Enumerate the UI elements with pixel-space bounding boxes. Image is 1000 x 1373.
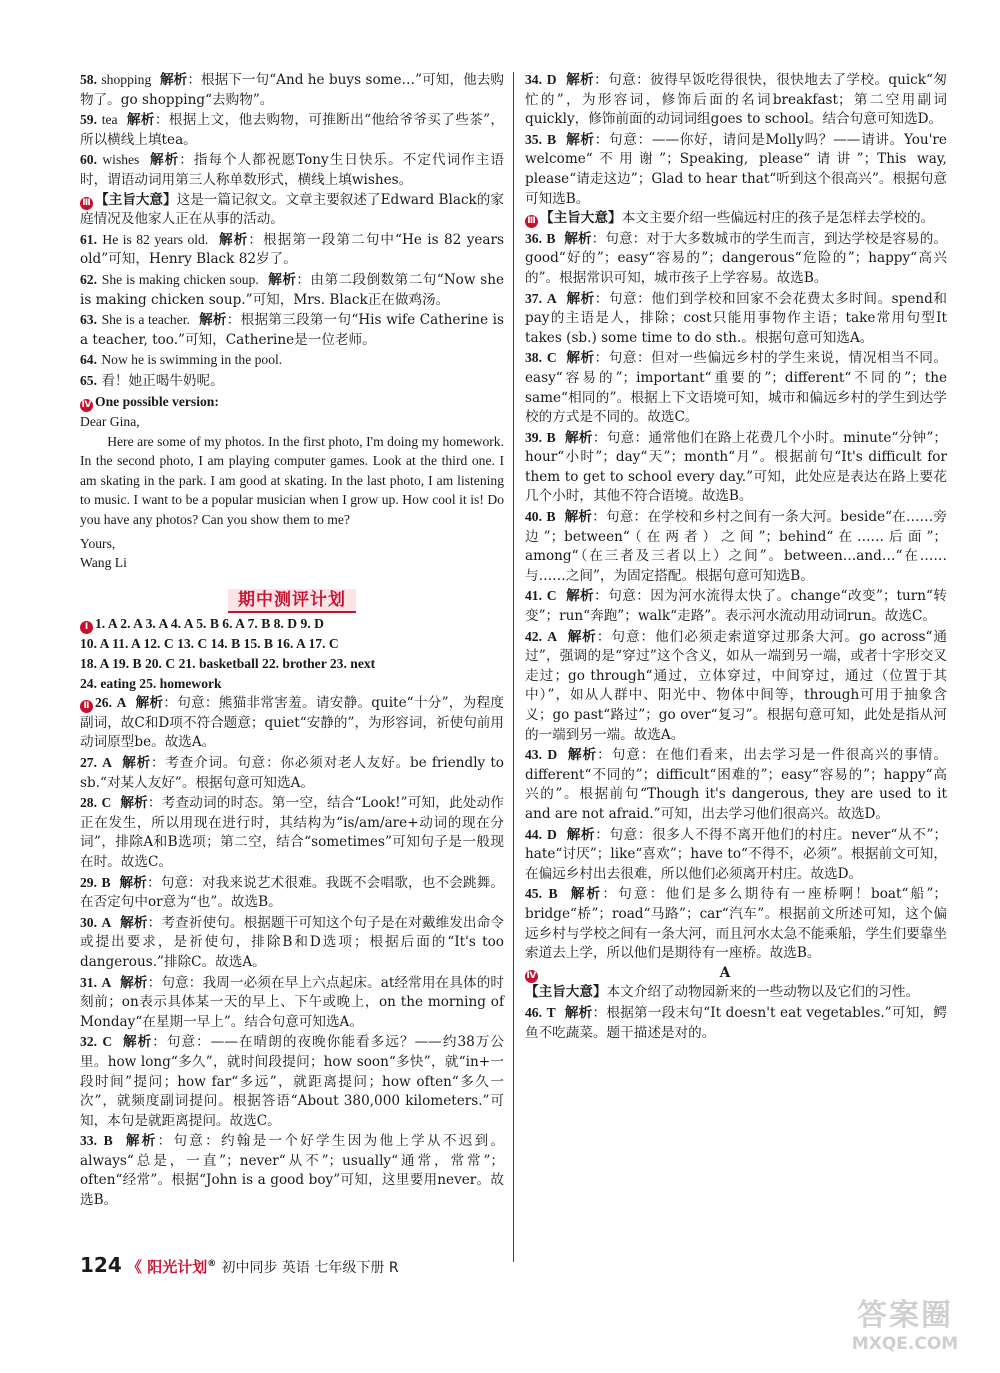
- page-number: 124: [80, 1253, 122, 1277]
- chevron-left-icon: 《: [126, 1258, 142, 1276]
- answer-36: 36. B 解析：句意：对于大多数城市的学生而言，到达学校是容易的。good“好的”；easy“容易的”；dangerous“危险的”；happy“高兴的”。根据常识可知，城市孩子上学容易。故选B。: [525, 230, 947, 286]
- registered-mark: ®: [207, 1259, 217, 1269]
- quick-answers: [80, 614, 504, 693]
- answer-63: 63. She is a teacher. 解析：根据第三段第一句“His wife Catherine is a teacher, too.”可知，Catherine是一位老师。: [80, 312, 505, 348]
- answer-62: 62. She is making chicken soup. 解析：由第二段倒数第二句“Now she is making chicken soup.”可知，Mrs. Black正在做鸡汤。: [80, 271, 505, 308]
- section-marker-icon: Ⅲ: [525, 215, 538, 228]
- answer-26: Ⅱ 26. A 解析：句意：熊猫非常害羞。请安静。quite“十分”，为程度副词，故C和D项不符合题意；quiet“安静的”，为形容词，祈使句前用动词原型be。故选A。: [80, 695, 504, 751]
- answer-64: 64. Now he is swimming in the pool.: [80, 352, 283, 368]
- letter-body: Here are some of my photos. In the first photo, I'm doing my homework. In the second photo, I am playing computer games. Look at the third one. I am skating in the park. I am good at skating. In the last photo, I am listening to music. I want to be a popular musician when I grow up. How cool it is! Do you have any photos? Can you show them to me?: [80, 433, 504, 528]
- answer-61: 61. He is 82 years old. 解析：根据第一段第二句中“He is 82 years old”可知，Henry Black 82岁了。: [80, 231, 504, 268]
- answer-37: 37. A 解析：句意：他们到学校和回家不会花费太多时间。spend和pay的主语是人，排除；cost只能用事物作主语；take常用句型It takes (sb.) some time to do sth.。根据句意可知选A。: [525, 290, 947, 346]
- quick-answer-line: 24. eating 25. homework: [80, 675, 222, 691]
- watermark-text: 答案圈: [857, 1298, 953, 1333]
- brand-name: 阳光计划: [147, 1258, 208, 1276]
- main-idea-section-3: Ⅲ 【主旨大意】这是一篇记叙文。文章主要叙述了Edward Black的家庭情况及他家人正在从事的活动。: [80, 191, 504, 228]
- main-idea-section-3: Ⅲ 【主旨大意】本文主要介绍一些偏远村庄的孩子是怎样去学校的。: [525, 209, 947, 229]
- answer-46: 46. T 解析：根据第一段末句“It doesn't eat vegetables.”可知，鳄鱼不吃蔬菜。题干描述是对的。: [525, 1004, 947, 1041]
- answer-27: 27. A 解析：考查介词。句意：你必须对老人友好。be friendly to sb.“对某人友好”。根据句意可知选A。: [80, 755, 504, 791]
- answer-43: 43. D 解析：句意：在他们看来，出去学习是一件很高兴的事情。different“不同的”；difficult“困难的”；easy“容易的”；happy“高兴的”。根据前句“Though it's dangerous, they are used to it and are not afraid.”可知，出去学习他们很高兴。故选D。: [525, 747, 948, 822]
- answer-31: 31. A 解析：句意：我周一必须在早上六点起床。at经常用在具体的时刻前；on表示具体某一天的早上、下午或晚上，on the morning of Monday“在星期一早上”。结合句意可知选A。: [80, 974, 505, 1030]
- section-marker-icon: Ⅳ: [81, 399, 92, 410]
- answer-35: 35. B 解析：句意：——你好，请问是Molly吗？——请讲。You're welcome“不用谢”；Speaking, please“请讲”；This way, please“请走这边”；Glad to hear that“听到这个很高兴”。根据句意可知选B。: [525, 131, 947, 207]
- answer-33: 33. B 解析：句意：约翰是一个好学生因为他上学从不迟到。always“总是，一直”；never“从不”；usually“通常，常常”；often“经常”。根据“John is a good boy”可知，这里要用never。故选B。: [80, 1133, 505, 1209]
- answer-42: 42. A 解析：句意：他们必须走索道穿过那条大河。go across“通过”，强调的是“穿过”这个含义，如从一端到另一端，或者十字形交叉走过；go through“通过，立体穿过，中间穿过，通过（位置于其中）”，如从人群中、阳光中、物体中间等，through可用于抽象含义；go past“路过”；go over“复习”。根据句意可知，此处是指从河的一端到另一端。故选A。: [525, 628, 947, 743]
- section-marker-icon: Ⅰ: [80, 621, 93, 634]
- midterm-section-title: 期中测评计划: [80, 591, 504, 611]
- answer-30: 30. A 解析：考查祈使句。根据题干可知这个句子是在对戴维发出命令或提出要求，是祈使句，排除B和D选项；根据后面的“It's too dangerous.”排除C。故选A。: [80, 914, 505, 970]
- answer-38: 38. C 解析：句意：但对一些偏远乡村的学生来说，情况相当不同。easy“容易的”；important“重要的”；different“不同的”；the same“相同的”。根据上下文语境可知，城市和偏远乡村的学生到达学校的方式是不同的。故选C。: [525, 350, 947, 426]
- answer-59: 59. tea 解析：根据上文，他去购物，可推断出“他给爷爷买了些茶”，所以横线上填tea。: [80, 112, 505, 148]
- writing-section-header: Ⅳ One possible version:: [81, 393, 219, 410]
- answer-45: 45. B 解析：句意：他们是多么期待有一座桥啊！boat“船”；bridge“桥”；road“马路”；car“汽车”。根据前文所述可知，这个偏远乡村与学校之间有一条大河，而且河水太急不能乘船，学生们要靠坐索道去上学，所以他们是期待有一座桥。故选B。: [525, 886, 948, 962]
- watermark-logo: [830, 1290, 980, 1360]
- section-marker-icon: Ⅳ: [526, 970, 537, 981]
- answer-28: 28. C 解析：考查动词的时态。第一空，结合“Look!”可知，此处动作正在发生，所以用现在进行时，其结构为“is/am/are+动词的现在分词”，排除A和B选项；第二空，结合“sometimes”可知句子是一般现在时。故选C。: [80, 795, 505, 870]
- book-title: 初中同步 英语 七年级下册 R: [221, 1260, 399, 1276]
- answer-39: 39. B 解析：句意：通常他们在路上花费几个小时。minute“分钟”；hour“小时”；day“天”；month“月”。根据前句“It's difficult for them to get to school every day.”可知，此处应是表达在路上要花几个小时，其他不符合语境。故选B。: [525, 429, 947, 505]
- reading-part-header: [525, 964, 947, 984]
- quick-answer-line: 18. A 19. B 20. C 21. basketball 22. brother 23. next: [80, 656, 376, 672]
- section-marker-icon: Ⅲ: [80, 197, 93, 210]
- left-column: [80, 70, 504, 1211]
- column-divider: [513, 72, 514, 1262]
- quick-answer-line: Ⅰ 1. A 2. A 3. A 4. A 5. B 6. A 7. B 8. D 9. D: [80, 614, 504, 634]
- answer-58: 58. shopping 解析：根据下一句“And he buys some…”可知，他去购物了。go shopping“去购物”。: [80, 72, 504, 108]
- section-marker-icon: Ⅱ: [80, 700, 93, 713]
- watermark-url: MXQE.COM: [851, 1334, 959, 1354]
- answer-40: 40. B 解析：句意：在学校和乡村之间有一条大河。beside“在……旁边”；between“（在两者）之间”；behind“在……后面”；among“（在三者及三者以上）之间”。between…and…“在……与……之间”，为固定搭配。根据句意可知选B。: [525, 509, 948, 584]
- answer-29: 29. B 解析：句意：对我来说艺术很难。我既不会唱歌，也不会跳舞。在否定句中or意为“也”。故选B。: [80, 874, 504, 911]
- letter-signature: Wang Li: [80, 555, 127, 571]
- letter-closing: Yours,: [80, 535, 116, 551]
- answer-60: 60. wishes 解析：指每个人都祝愿Tony生日快乐。不定代词作主语时，谓语动词用第三人称单数形式，横线上填wishes。: [80, 152, 504, 188]
- answer-41: 41. C 解析：句意：因为河水流得太快了。change“改变”；turn“转变”；run“奔跑”；walk“走路”。表示河水流动用动词run。故选C。: [525, 588, 947, 625]
- right-column: [525, 70, 947, 1043]
- answer-44: 44. D 解析：句意：很多人不得不离开他们的村庄。never“从不”；hate“讨厌”；like“喜欢”；have to“不得不，必须”。根据前文可知，在偏远乡村出去很难，所以他们必须离开村庄。故选D。: [525, 826, 947, 882]
- answer-32: 32. C 解析：句意：——在晴朗的夜晚你能看多远？——约38万公里。how long“多久”，就时间段提问；how soon“多快”，就“in+一段时间”提问；how far“多远”，就距离提问；how often“多久一次”，就频度副词提问。根据答语“About 380,000 kilometers.”可知，本句是就距离提问。故选C。: [80, 1034, 505, 1129]
- answer-65: 65. 看！她正喝牛奶呢。: [80, 372, 224, 389]
- sample-letter: [80, 412, 504, 573]
- quick-answer-line: 10. A 11. A 12. C 13. C 14. B 15. B 16. A 17. C: [80, 636, 339, 652]
- part-letter: A: [719, 964, 731, 981]
- main-idea-part-a: 【主旨大意】本文介绍了动物园新来的一些动物以及它们的习性。: [525, 984, 920, 1001]
- page-footer: [80, 1253, 399, 1277]
- answer-34: 34. D 解析：句意：彼得早饭吃得很快，很快地去了学校。quick“匆忙的”，为形容词，修饰后面的名词breakfast；第二空用副词quickly，修饰前面的动词词组goes to school。结合句意可知选D。: [525, 72, 947, 128]
- letter-greeting: Dear Gina,: [80, 414, 140, 430]
